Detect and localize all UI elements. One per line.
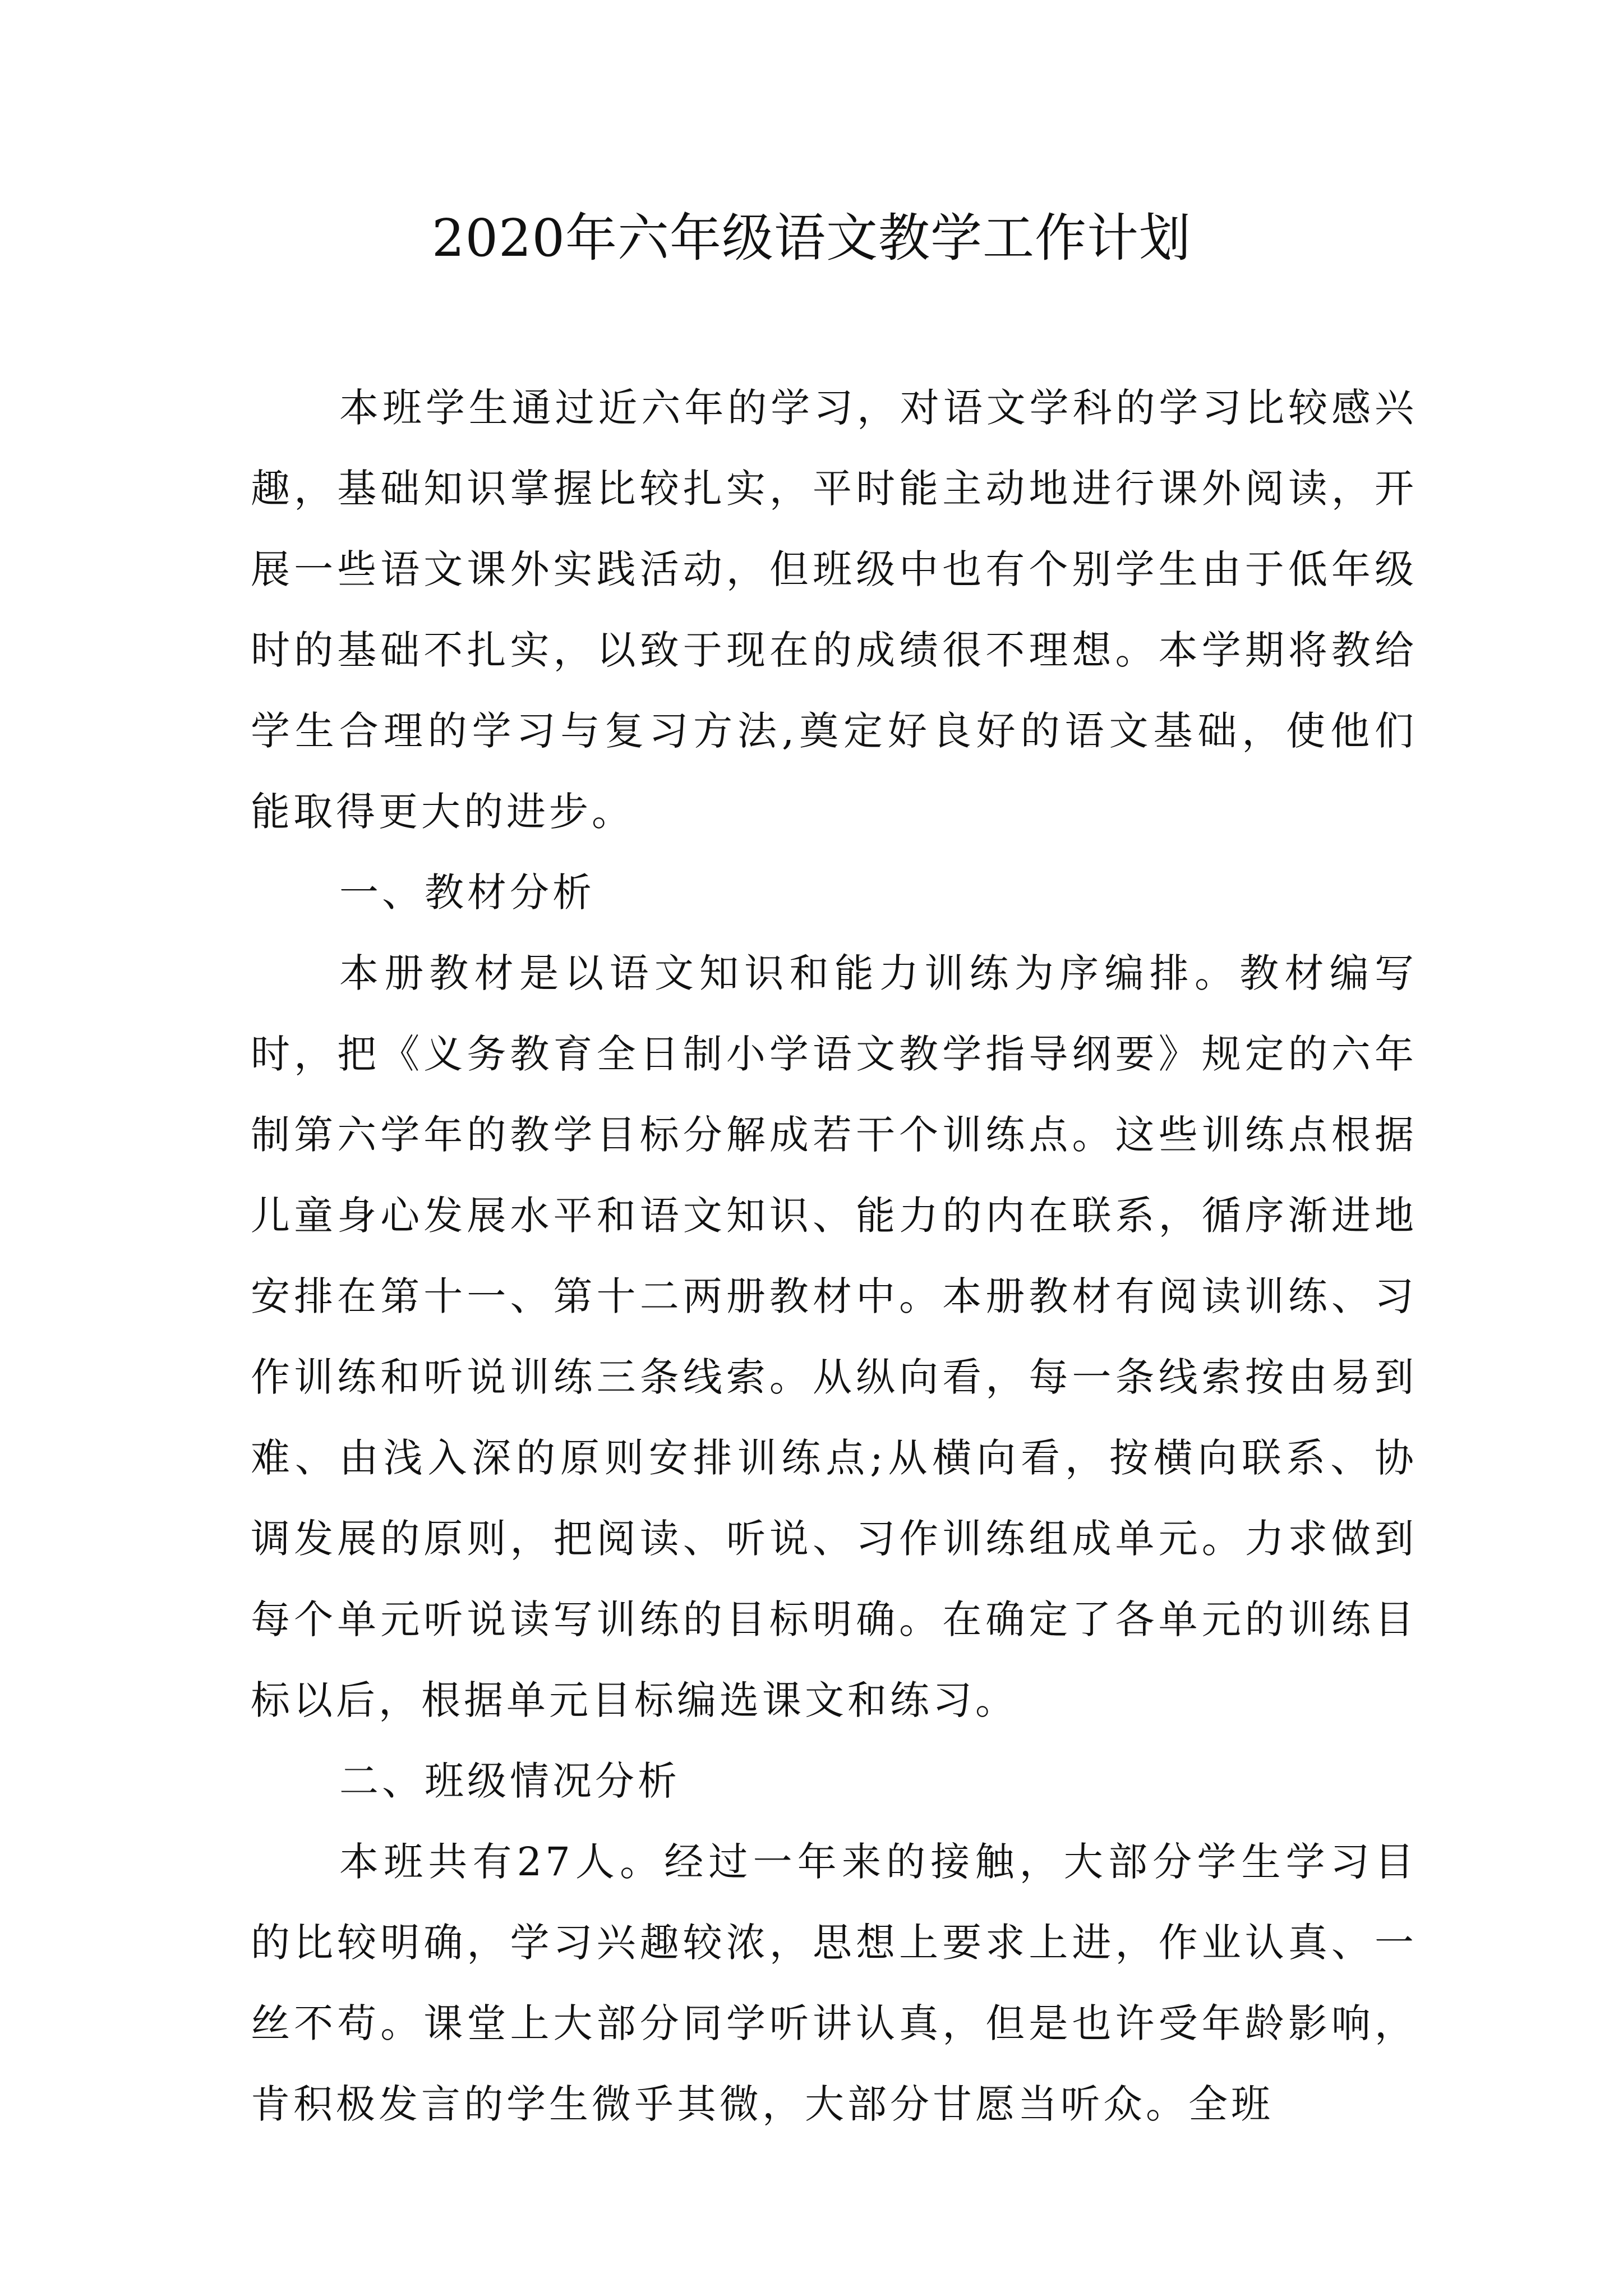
- document-title: 2020年六年级语文教学工作计划: [431, 208, 1192, 268]
- paragraph-class-analysis: 本班共有27人。经过一年来的接触，大部分学生学习目的比较明确，学习兴趣较浓，思想上要求上进，作业认真、一丝不苟。课堂上大部分同学听讲认真，但是也许受年龄影响，肯积极发言的学生微乎其微，大部分甘愿当听众。全班: [251, 1839, 1417, 2127]
- paragraph-textbook-analysis: 本册教材是以语文知识和能力训练为序编排。教材编写时，把《义务教育全日制小学语文教学指导纲要》规定的六年制第六学年的教学目标分解成若干个训练点。这些训练点根据儿童身心发展水平和语文知识、能力的内在联系，循序渐进地安排在第十一、第十二两册教材中。本册教材有阅读训练、习作训练和听说训练三条线索。从纵向看，每一条线索按由易到难、由浅入深的原则安排训练点;从横向看，按横向联系、协调发展的原则，把阅读、听说、习作训练组成单元。力求做到每个单元听说读写训练的目标明确。在确定了各单元的训练目标以后，根据单元目标编选课文和练习。: [251, 950, 1417, 1723]
- section-heading-textbook-analysis: 一、教材分析: [339, 869, 595, 915]
- paragraph-intro: 本班学生通过近六年的学习，对语文学科的学习比较感兴趣，基础知识掌握比较扎实，平时能主动地进行课外阅读，开展一些语文课外实践活动，但班级中也有个别学生由于低年级时的基础不扎实，以致于现在的成绩很不理想。本学期将教给学生合理的学习与复习方法,奠定好良好的语文基础，使他们能取得更大的进步。: [251, 385, 1417, 835]
- section-heading-class-analysis: 二、班级情况分析: [339, 1758, 680, 1804]
- document-body: [251, 367, 1417, 2145]
